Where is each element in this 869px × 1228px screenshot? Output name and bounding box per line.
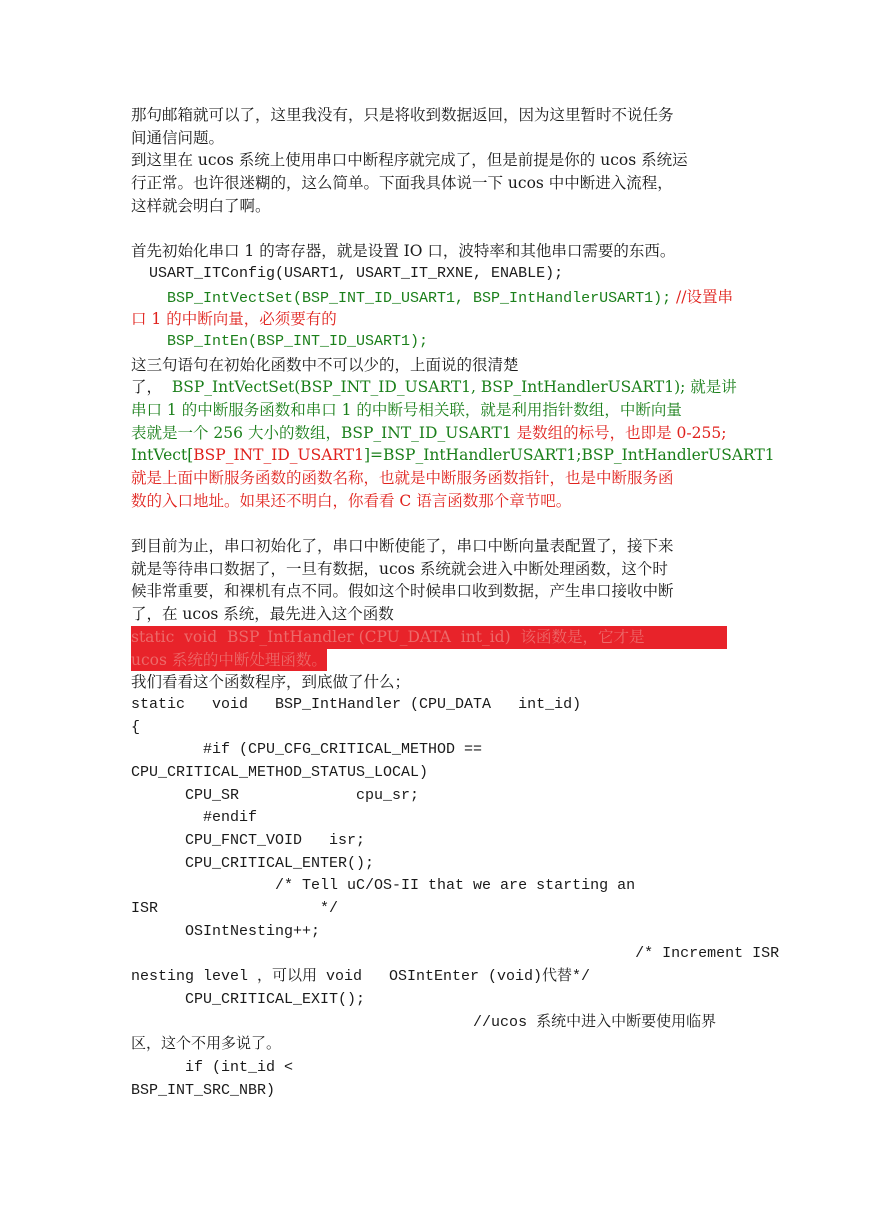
code-line: 区，这个不用多说了。 (131, 1036, 282, 1054)
text-line (131, 444, 775, 467)
code-line: /* Increment ISR (131, 945, 780, 963)
text-line: 我们看看这个函数程序，到底做了什么； (131, 673, 411, 692)
text-line: 候非常重要，和裸机有点不同。假如这个时候串口收到数据，产生串口接收中断 (131, 582, 674, 601)
text-line: 串口 1 的中断服务函数和串口 1 的中断号相关联，就是利用指针数组，中断向量 (131, 400, 682, 419)
highlighted-text: static void BSP_IntHandler (CPU_DATA int_id) 该函数是，它才是 (131, 626, 727, 649)
code-line: USART_ITConfig(USART1, USART_IT_RXNE, ENABLE); (131, 264, 564, 282)
code-line: BSP_IntEn(BSP_INT_ID_USART1); (131, 332, 429, 350)
red-span: 是数组的标号，也即是 0-255; (516, 423, 727, 442)
highlight-line (131, 649, 741, 672)
text-line: 那句邮箱就可以了，这里我没有，只是将收到数据返回，因为这里暂时不说任务 (131, 106, 674, 124)
text-line: 首先初始化串口 1 的寄存器，就是设置 IO 口，波特率和其他串口需要的东西。 (131, 242, 676, 261)
red-span: BSP_INT_ID_USART1 (193, 446, 364, 465)
green-span: BSP_IntVectSet(BSP_INT_ID_USART1, BSP_IntHandlerUSART1); 就是讲 (171, 378, 737, 397)
code-line: /* Tell uC/OS-II that we are starting an (131, 877, 636, 895)
green-span: IntVect[ (131, 446, 194, 465)
code-line: CPU_CRITICAL_EXIT(); (131, 990, 366, 1008)
highlight-line (131, 626, 741, 649)
text-line (131, 422, 741, 445)
green-span: ]=BSP_IntHandlerUSART1;BSP_IntHandlerUSART1 (364, 446, 775, 465)
code-line: static void BSP_IntHandler (CPU_DATA int_id) (131, 695, 582, 713)
text-span: 了， (131, 378, 172, 397)
code-line: CPU_CRITICAL_ENTER(); (131, 854, 375, 872)
green-span: 表就是一个 256 大小的数组，BSP_INT_ID_USART1 (131, 423, 517, 442)
code-line: ISR */ (131, 900, 339, 918)
text-line: 数的入口地址。如果还不明白，你看看 C 语言函数那个章节吧。 (131, 491, 572, 510)
code-line: OSIntNesting++; (131, 922, 321, 940)
text-line: 到目前为止，串口初始化了，串口中断使能了，串口中断向量表配置了，接下来 (131, 537, 674, 556)
code-line: #endif (131, 809, 258, 827)
code-line: BSP_INT_SRC_NBR) (131, 1081, 276, 1099)
highlighted-text: ucos 系统的中断处理函数。 (131, 649, 327, 672)
code-line: #if (CPU_CFG_CRITICAL_METHOD == (131, 741, 483, 759)
code-line: CPU_CRITICAL_METHOD_STATUS_LOCAL) (131, 763, 429, 781)
document-page (131, 104, 780, 1102)
code-line: CPU_SR cpu_sr; (131, 786, 420, 804)
text-line (131, 376, 741, 399)
code-line: if (int_id < (131, 1058, 294, 1076)
code-green: BSP_IntVectSet(BSP_INT_ID_USART1, BSP_IntHandlerUSART1); (131, 289, 672, 307)
code-comment: //设置串 (671, 287, 733, 306)
text-line: 间通信问题。 (131, 128, 225, 147)
comment-line: 口 1 的中断向量，必须要有的 (131, 310, 337, 329)
code-line: { (131, 718, 141, 736)
code-line: //ucos 系统中进入中断要使用临界 (131, 1013, 717, 1031)
code-line: CPU_FNCT_VOID isr; (131, 832, 366, 849)
blank-line (131, 217, 741, 240)
text-line: 了，在 ucos 系统，最先进入这个函数 (131, 605, 394, 624)
text-line: 这样就会明白了啊。 (131, 196, 271, 215)
text-line: 就是上面中断服务函数的函数名称，也就是中断服务函数指针，也是中断服务函 (131, 469, 674, 487)
text-line: 行正常。也许很迷糊的，这么简单。下面我具体说一下 ucos 中中断进入流程， (131, 174, 673, 193)
text-line: 这三句语句在初始化函数中不可以少的，上面说的很清楚 (131, 355, 519, 374)
text-line: 到这里在 ucos 系统上使用串口中断程序就完成了，但是前提是你的 ucos 系统运 (131, 151, 688, 170)
blank-line (131, 512, 741, 535)
text-line: 就是等待串口数据了，一旦有数据，ucos 系统就会进入中断处理函数，这个时 (131, 559, 668, 578)
code-line: nesting level ，可以用 void OSIntEnter (void)代替*/ (131, 968, 591, 986)
code-line (131, 286, 741, 309)
